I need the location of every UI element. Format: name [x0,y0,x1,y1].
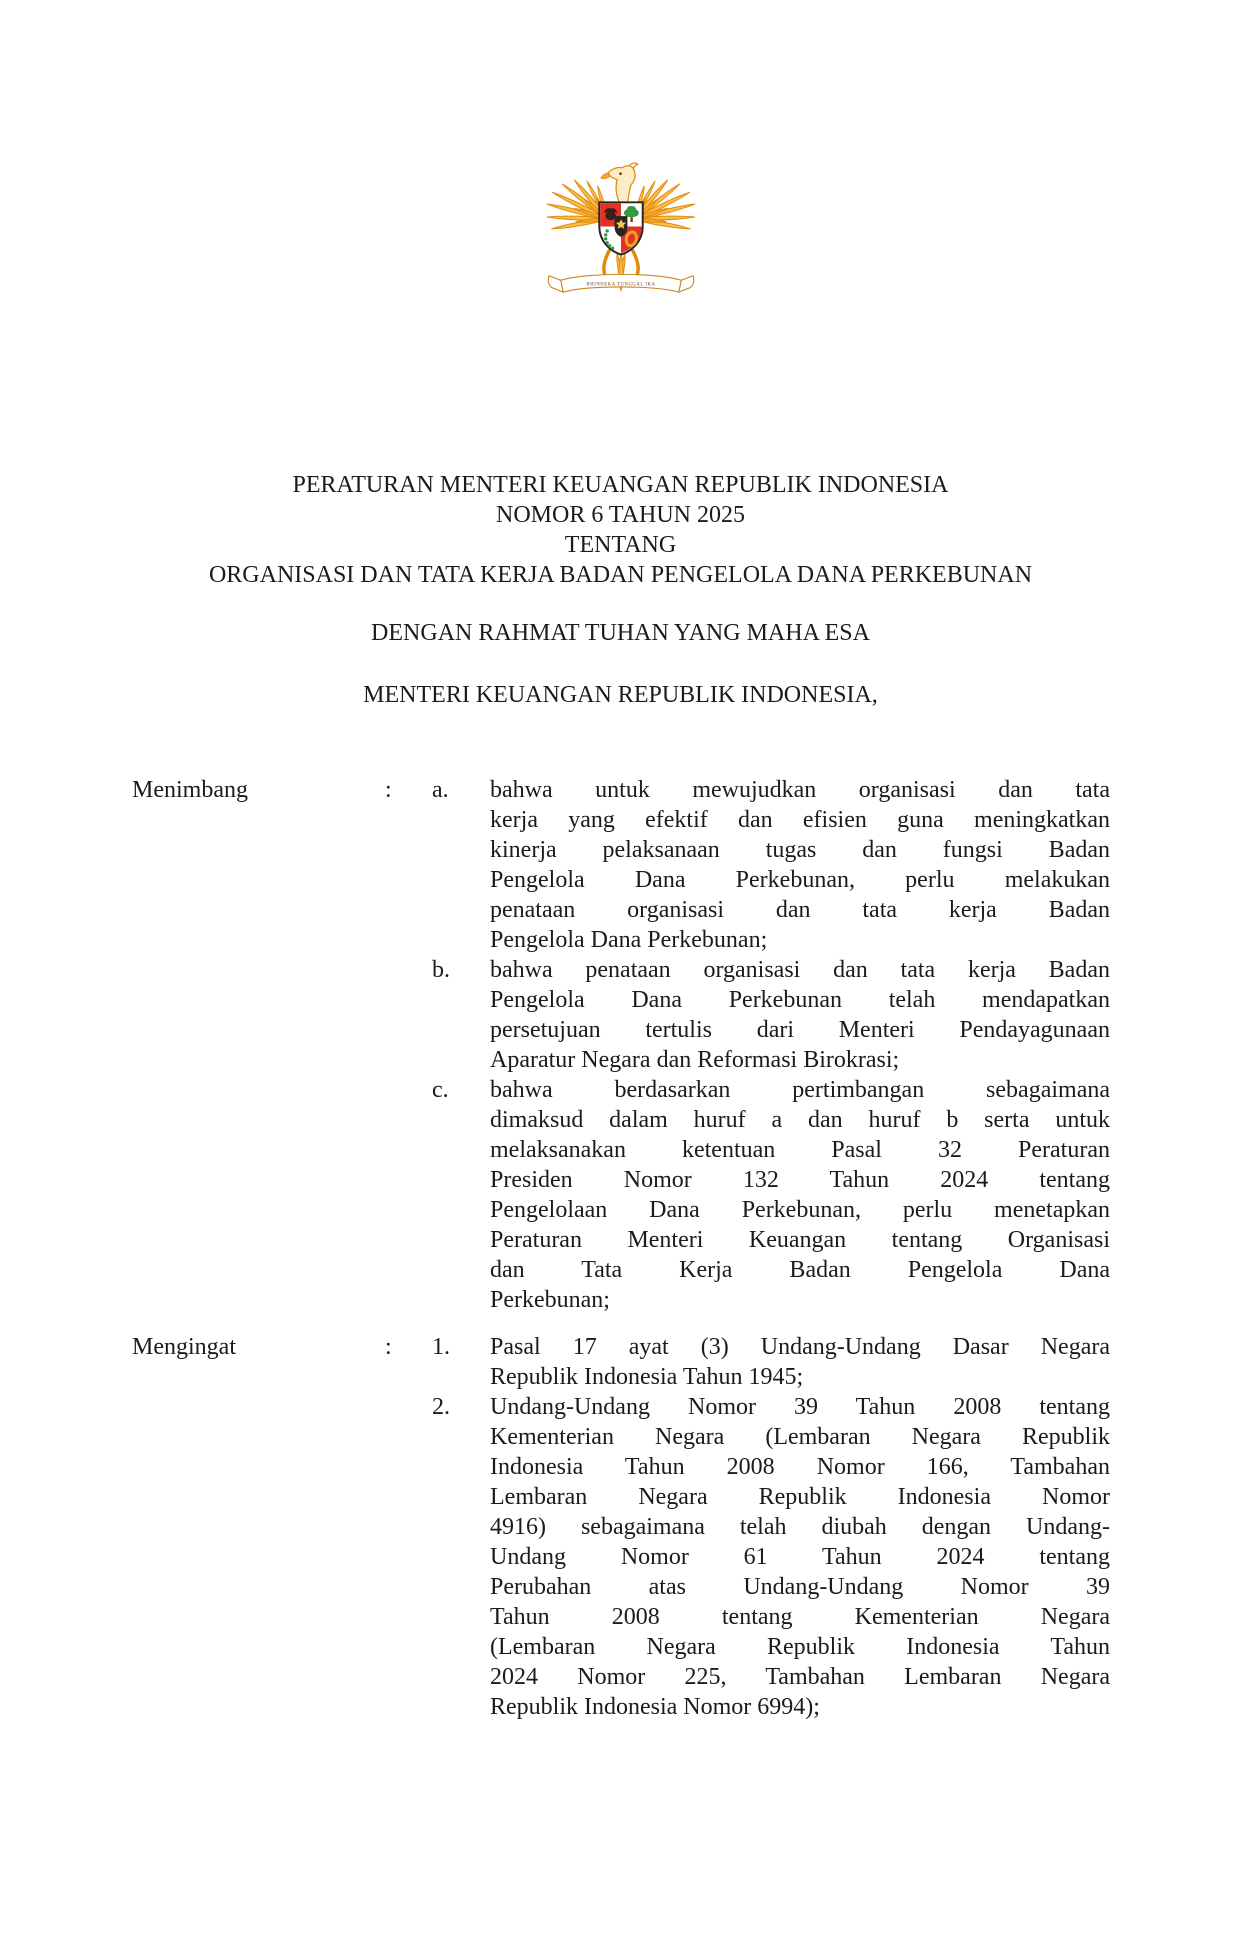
pancasila-shield [599,202,642,254]
text-line: penataan organisasi dan tata kerja Badan [490,897,1110,923]
text-line: Undang Nomor 61 Tahun 2024 tentang [490,1544,1110,1570]
text-line: Pengelolaan Dana Perkebunan, perlu menetapkan [490,1197,1110,1223]
invocation-line: DENGAN RAHMAT TUHAN YANG MAHA ESA [371,620,870,646]
legal-basis-item-1 [432,1332,1110,1392]
text-line: Indonesia Tahun 2008 Nomor 166, Tambahan [490,1454,1110,1480]
text-line: Lembaran Negara Republik Indonesia Nomor [490,1484,1110,1510]
text-line: kinerja pelaksanaan tugas dan fungsi Badan [490,837,1110,863]
item-marker: 2. [432,1394,450,1420]
text-line: Pengelola Dana Perkebunan, perlu melakukan [490,867,1110,893]
item-text [490,1332,1110,1392]
text-line: (Lembaran Negara Republik Indonesia Tahun [490,1634,1110,1660]
text-line: melaksanakan ketentuan Pasal 32 Peraturan [490,1137,1110,1163]
regulation-subject: ORGANISASI DAN TATA KERJA BADAN PENGELOLA DANA PERKEBUNAN [208,562,1033,588]
text-line: Aparatur Negara dan Reformasi Birokrasi; [490,1047,900,1073]
text-line: persetujuan tertulis dari Menteri Pendayagunaan [490,1017,1110,1043]
text-line: bahwa penataan organisasi dan tata kerja Badan [490,957,1110,983]
text-line: bahwa berdasarkan pertimbangan sebagaimana [490,1077,1110,1103]
text-line: Pengelola Dana Perkebunan; [490,927,768,953]
text-line: bahwa untuk mewujudkan organisasi dan tata [490,777,1110,803]
regulation-number: NOMOR 6 TAHUN 2025 [496,502,745,528]
consideration-item-a [432,775,1110,955]
text-line: 2024 Nomor 225, Tambahan Lembaran Negara [490,1664,1110,1690]
text-line: Kementerian Negara (Lembaran Negara Republik [490,1424,1110,1450]
text-line: Republik Indonesia Tahun 1945; [490,1364,804,1390]
title-block [0,470,1241,590]
mengingat-label: Mengingat [132,1334,236,1360]
text-line: Republik Indonesia Nomor 6994); [490,1694,820,1720]
menimbang-section [132,775,1110,1315]
mengingat-section [132,1332,1110,1722]
text-line: kerja yang efektif dan efisien guna meningkatkan [490,807,1110,833]
item-text [490,775,1110,955]
text-line: 4916) sebagaimana telah diubah dengan Undang- [490,1514,1110,1540]
garuda-emblem [532,149,710,310]
menimbang-label: Menimbang [132,777,248,803]
authority-line: MENTERI KEUANGAN REPUBLIK INDONESIA, [363,682,878,708]
garuda-emblem-svg [532,149,710,302]
text-line: Pasal 17 ayat (3) Undang-Undang Dasar Negara [490,1334,1110,1360]
regulation-title: PERATURAN MENTERI KEUANGAN REPUBLIK INDONESIA [292,472,949,498]
legal-basis-item-2 [432,1392,1110,1722]
text-line: dan Tata Kerja Badan Pengelola Dana [490,1257,1110,1283]
item-marker: 1. [432,1334,450,1360]
text-line: dimaksud dalam huruf a dan huruf b serta untuk [490,1107,1110,1133]
item-text [490,1075,1110,1315]
beak-icon [600,173,609,179]
text-line: Perkebunan; [490,1287,610,1313]
text-line: Undang-Undang Nomor 39 Tahun 2008 tentang [490,1394,1110,1420]
item-text [490,955,1110,1075]
text-line: Peraturan Menteri Keuangan tentang Organisasi [490,1227,1110,1253]
garuda-head [600,163,637,205]
text-line: Presiden Nomor 132 Tahun 2024 tentang [490,1167,1110,1193]
consideration-item-c [432,1075,1110,1315]
item-text [490,1392,1110,1722]
text-line: Pengelola Dana Perkebunan telah mendapatkan [490,987,1110,1013]
eye-icon [619,172,622,175]
motto-text: BHINNEKA TUNGGAL IKA [586,282,655,288]
consideration-item-b [432,955,1110,1075]
text-line: Tahun 2008 tentang Kementerian Negara [490,1604,1110,1630]
item-marker: a. [432,777,449,803]
tentang-label: TENTANG [564,532,677,558]
text-line: Perubahan atas Undang-Undang Nomor 39 [490,1574,1110,1600]
menimbang-colon: : [385,777,392,803]
item-marker: b. [432,957,450,983]
mengingat-colon: : [385,1334,392,1360]
item-marker: c. [432,1077,449,1103]
